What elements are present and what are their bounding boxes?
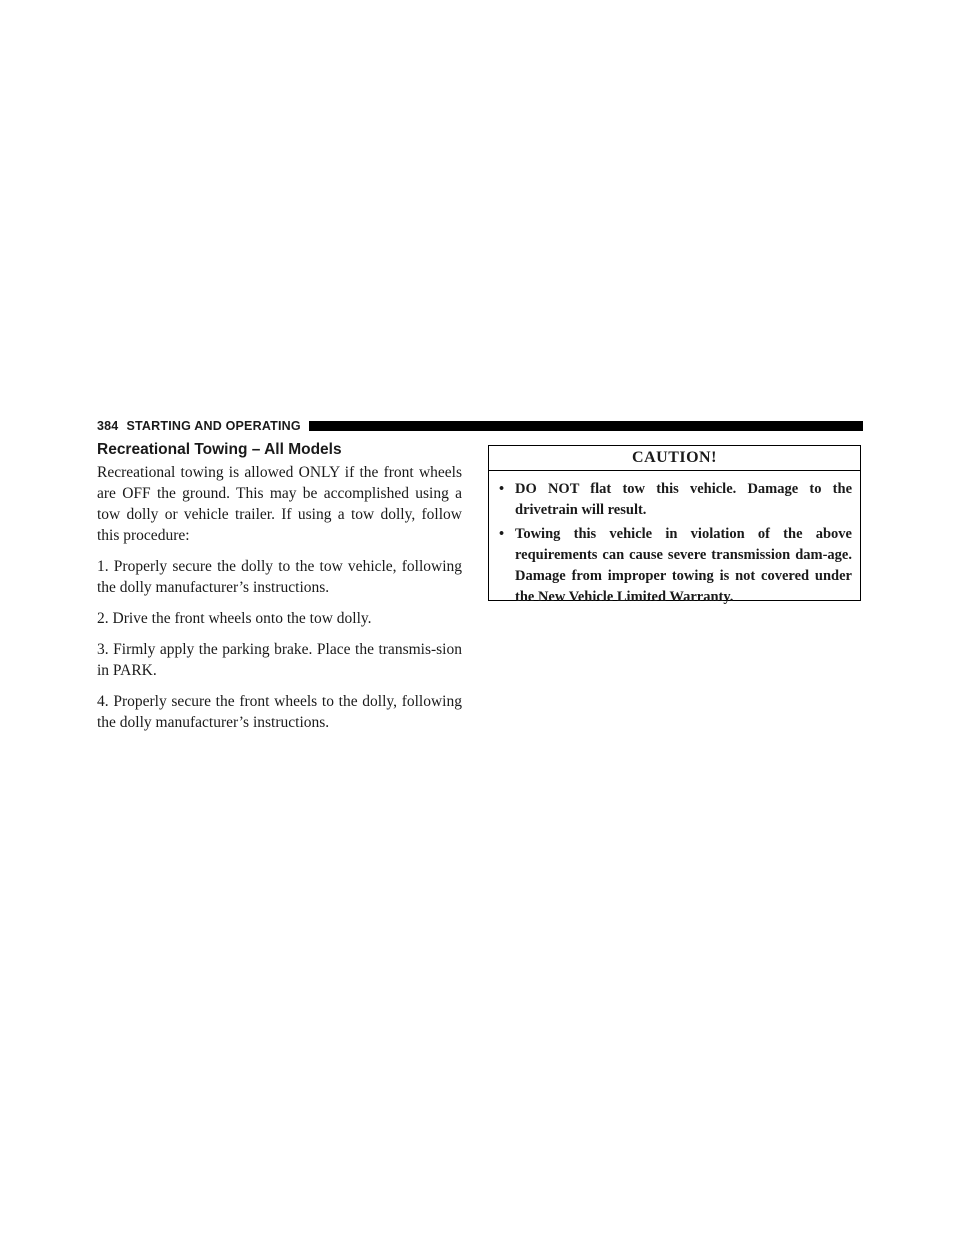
- caution-box: [488, 445, 861, 605]
- caution-item: [499, 524, 852, 608]
- intro-paragraph: Recreational towing is allowed ONLY if the front wheels are OFF the ground. This may be accomplished using a tow dolly or vehicle trailer. If using a tow dolly, follow this procedure:: [97, 464, 462, 544]
- page-number: 384: [97, 419, 119, 433]
- step-3: 3. Firmly apply the parking brake. Place the transmis-sion in PARK.: [97, 641, 462, 679]
- page-header: [97, 418, 863, 434]
- step-1: 1. Properly secure the dolly to the tow vehicle, following the dolly manufacturer’s instructions.: [97, 558, 462, 596]
- bullet-icon: •: [499, 481, 505, 497]
- left-column: [97, 440, 462, 743]
- header-rule: [309, 421, 863, 431]
- step-4: 4. Properly secure the front wheels to the dolly, following the dolly manufacturer’s instructions.: [97, 693, 462, 731]
- step-2: 2. Drive the front wheels onto the tow dolly.: [97, 610, 372, 627]
- section-heading: Recreational Towing – All Models: [97, 441, 342, 458]
- bullet-icon: •: [499, 526, 505, 542]
- caution-list: [489, 471, 860, 608]
- section-title: STARTING AND OPERATING: [126, 419, 301, 433]
- caution-item: [499, 479, 852, 521]
- caution-item-text: DO NOT flat tow this vehicle. Damage to the drivetrain will result.: [515, 481, 852, 518]
- caution-title: CAUTION!: [489, 446, 860, 471]
- caution-item-text: Towing this vehicle in violation of the above requirements can cause severe transmission dam-age. Damage from improper towing is not covered under the New Vehicle Limited Warranty.: [515, 526, 852, 605]
